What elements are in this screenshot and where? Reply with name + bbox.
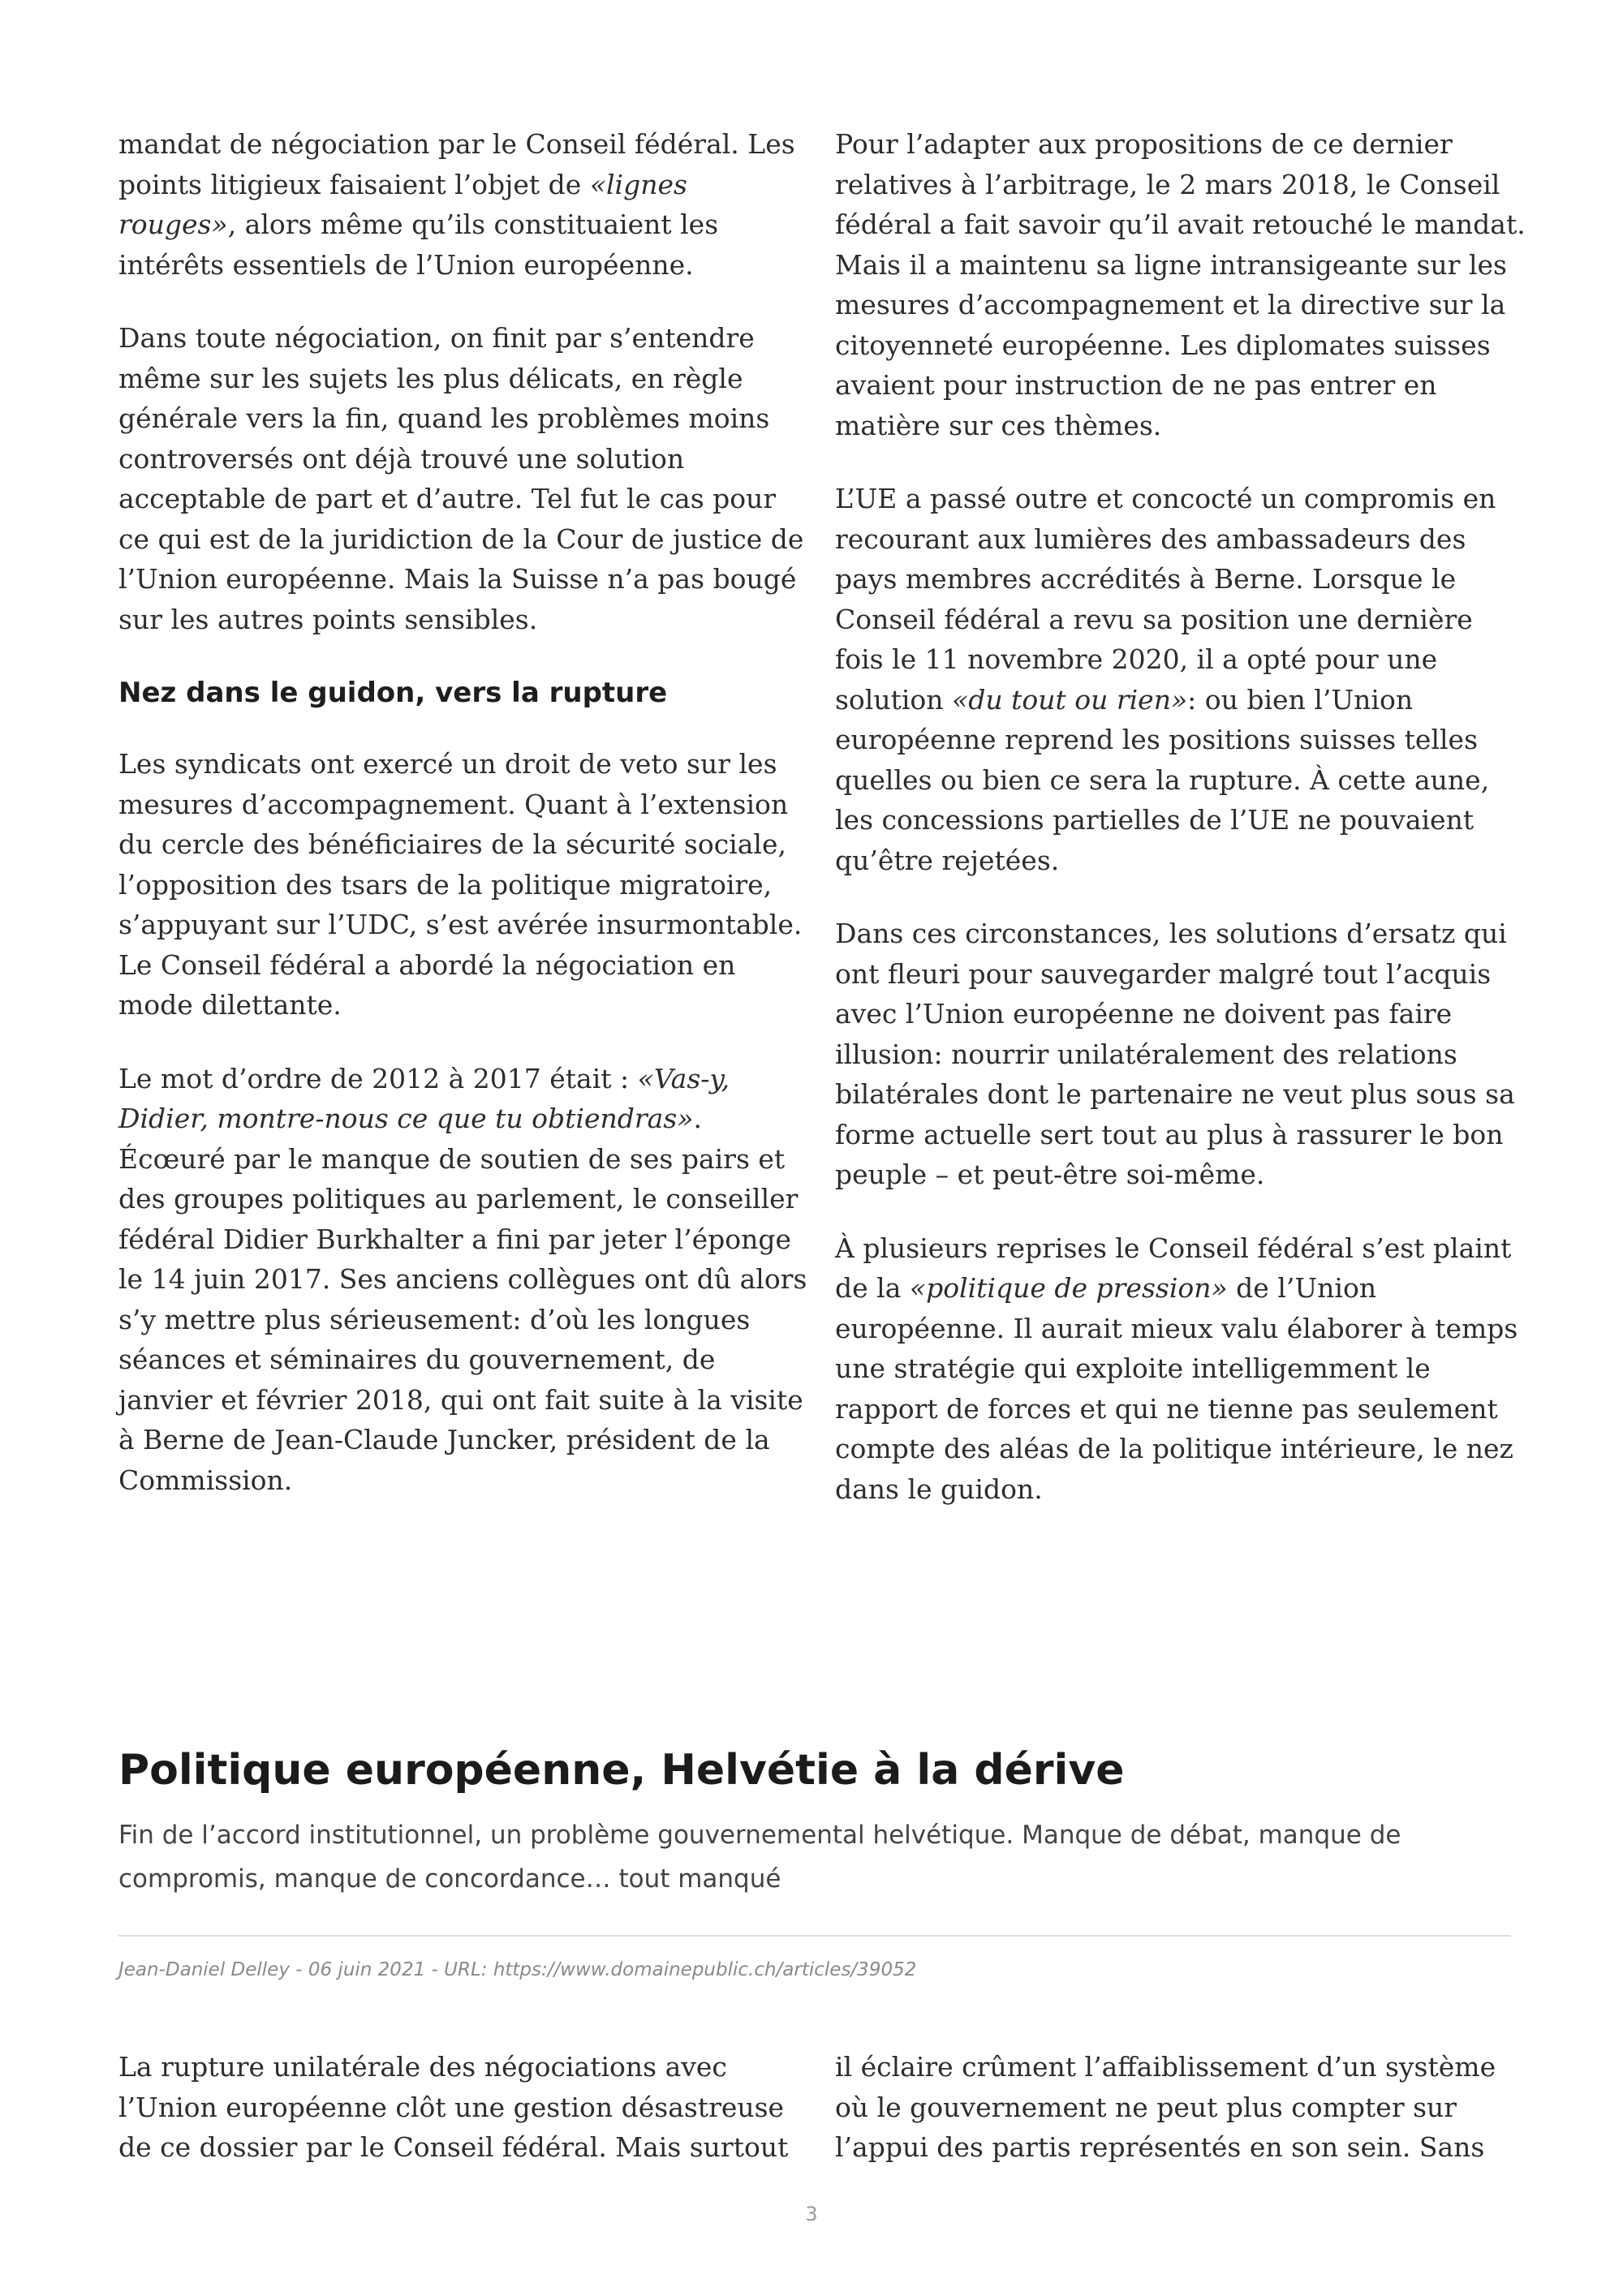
article-body-right-column xyxy=(835,2047,1529,2168)
paragraph: Le mot d’ordre de 2012 à 2017 était : «Vas-y, Didier, montre-nous ce que tu obtiendras». Écœuré par le manque de soutien de ses pairs et des groupes politiques au parlement, le conseiller fédéral Didier Burkhalter a fini par jeter l’éponge le 14 juin 2017. Ses anciens collègues ont dû alors s’y mettre plus sérieusement: d’où les longues séances et séminaires du gouvernement, de janvier et février 2018, qui ont fait suite à la visite à Berne de Jean-Claude Juncker, président de la Commission. xyxy=(118,1062,807,1496)
page-number: 3 xyxy=(805,2203,818,2225)
article-byline: Jean-Daniel Delley - 06 juin 2021 - URL: https://www.domainepublic.ch/articles/39052 xyxy=(118,1959,917,1980)
paragraph: Dans ces circonstances, les solutions d’ersatz qui ont fleuri pour sauvegarder malgré tout l’acquis avec l’Union européenne ne doivent pas faire illusion: nourrir unilatéralement des relations bilatérales dont le partenaire ne veut plus sous sa forme actuelle sert tout au plus à rassurer le bon peuple – et peut-être soi-même. xyxy=(835,918,1515,1190)
paragraph: La rupture unilatérale des négociations avec l’Union européenne clôt une gestion désastreuse de ce dossier par le Conseil fédéral. Mais surtout xyxy=(118,2051,789,2163)
paragraph: Les syndicats ont exercé un droit de veto sur les mesures d’accompagnement. Quant à l’extension du cercle des bénéficiaires de la sécurité sociale, l’opposition des tsars de la politique migratoire, s’appuyant sur l’UDC, s’est avérée insurmontable. Le Conseil fédéral a abordé la négociation en mode dilettante. xyxy=(118,748,803,1021)
article-title: Politique européenne, Helvétie à la dérive xyxy=(118,1746,1125,1795)
paragraph: mandat de négociation par le Conseil fédéral. Les points litigieux faisaient l’objet de «lignes rouges», alors même qu’ils constituaient les intérêts essentiels de l’Union européenne. xyxy=(118,128,795,281)
article-body-left-column xyxy=(118,2047,812,2168)
quote-emphasis: «Vas-y, Didier, montre-nous ce que tu obtiendras» xyxy=(118,1062,730,1134)
section-heading: Nez dans le guidon, vers la rupture xyxy=(118,677,668,709)
paragraph: il éclaire crûment l’affaiblissement d’un système où le gouvernement ne peut plus compter sur l’appui des partis représentés en son sein. Sans xyxy=(835,2051,1496,2163)
divider xyxy=(118,1935,1511,1937)
article-continuation-right-column xyxy=(835,124,1529,1509)
quote-emphasis: «politique de pression» xyxy=(909,1272,1228,1304)
paragraph: L’UE a passé outre et concocté un compromis en recourant aux lumières des ambassadeurs des pays membres accrédités à Berne. Lorsque le Conseil fédéral a revu sa position une dernière fois le 11 novembre 2020, il a opté pour une solution «du tout ou rien»: ou bien l’Union européenne reprend les positions suisses telles quelles ou bien ce sera la rupture. À cette aune, les concessions partielles de l’UE ne pouvaient qu’être rejetées. xyxy=(835,483,1496,876)
paragraph: Pour l’adapter aux propositions de ce dernier relatives à l’arbitrage, le 2 mars 2018, le Conseil fédéral a fait savoir qu’il avait retouché le mandat. Mais il a maintenu sa ligne intransigeante sur les mesures d’accompagnement et la directive sur la citoyenneté européenne. Les diplomates suisses avaient pour instruction de ne pas entrer en matière sur ces thèmes. xyxy=(835,128,1526,441)
quote-emphasis: «du tout ou rien» xyxy=(952,683,1188,716)
paragraph: À plusieurs reprises le Conseil fédéral s’est plaint de la «politique de pression» de l’Union européenne. Il aurait mieux valu élaborer à temps une stratégie qui exploite intelligemment le rapport de forces et qui ne tienne pas seulement compte des aléas de la politique intérieure, le nez dans le guidon. xyxy=(835,1232,1518,1505)
article-lead: Fin de l’accord institutionnel, un problème gouvernemental helvétique. Manque de débat, manque de compromis, manque de concordance… tout manqué xyxy=(118,1821,1401,1894)
article-continuation-left-column xyxy=(118,124,812,1500)
quote-emphasis: «lignes rouges» xyxy=(118,168,687,240)
paragraph: Dans toute négociation, on finit par s’entendre même sur les sujets les plus délicats, en règle générale vers la fin, quand les problèmes moins controversés ont déjà trouvé une solution acceptable de part et d’autre. Tel fut le cas pour ce qui est de la juridiction de la Cour de justice de l’Union européenne. Mais la Suisse n’a pas bougé sur les autres points sensibles. xyxy=(118,322,804,635)
